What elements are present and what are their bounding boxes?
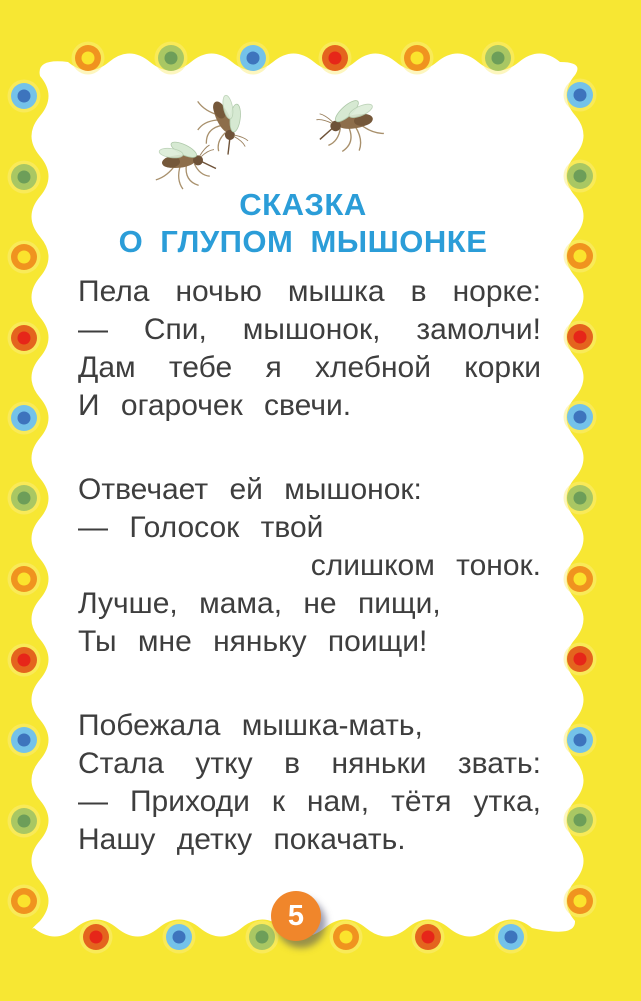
page-number-badge bbox=[271, 891, 321, 941]
poem-line: Дам тебе я хлебной корки bbox=[78, 351, 541, 384]
poem-text bbox=[78, 273, 541, 859]
poem-line: — Голосок твой bbox=[78, 511, 324, 544]
poem-line: И огарочек свечи. bbox=[78, 389, 352, 422]
poem-line: Нашу детку покачать. bbox=[78, 823, 406, 856]
poem-title bbox=[63, 186, 543, 260]
poem-line: Стала утку в няньки звать: bbox=[78, 747, 541, 780]
poem-title-line2: О ГЛУПОМ МЫШОНКЕ bbox=[118, 224, 488, 259]
poem-line: Пела ночью мышка в норке: bbox=[78, 275, 541, 308]
poem-line: Побежала мышка-мать, bbox=[78, 709, 423, 742]
stanza-1 bbox=[78, 273, 541, 425]
stanza-3 bbox=[78, 707, 541, 859]
stanza-2 bbox=[78, 471, 541, 661]
poem-line: — Спи, мышонок, замолчи! bbox=[78, 313, 541, 346]
poem-line: Ты мне няньку поищи! bbox=[78, 625, 428, 658]
poem-line: слишком тонок. bbox=[310, 549, 541, 582]
poem-line: — Приходи к нам, тётя утка, bbox=[78, 785, 541, 818]
poem-line: Лучше, мама, не пищи, bbox=[78, 587, 441, 620]
poem-title-line1: СКАЗКА bbox=[239, 187, 367, 222]
poem-line: Отвечает ей мышонок: bbox=[78, 473, 422, 506]
page-number: 5 bbox=[287, 899, 305, 932]
